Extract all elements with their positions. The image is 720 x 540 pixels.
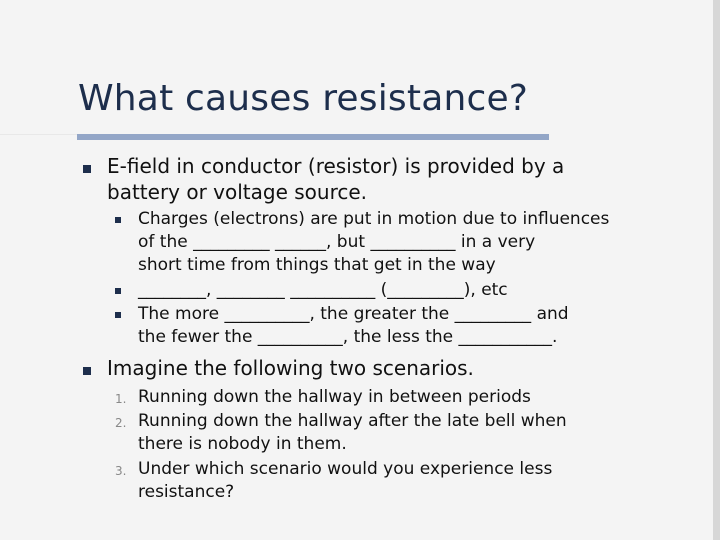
numbered-marker: 2. xyxy=(115,416,127,430)
bullet-square-icon xyxy=(83,367,91,375)
title-underline xyxy=(77,134,549,140)
sub-bullet-3-line-2: the fewer the __________, the less the ___________. xyxy=(138,327,558,347)
sub-bullet-1-text xyxy=(138,208,609,277)
sub-bullet-1-line-2: of the _________ ______, but __________ in a very xyxy=(138,232,536,252)
numbered-2-line-1: Running down the hallway after the late bell when xyxy=(138,411,567,431)
numbered-2-line-2: there is nobody in them. xyxy=(138,434,347,454)
sub-bullet-1-line-3: short time from things that get in the way xyxy=(138,255,496,275)
numbered-marker: 3. xyxy=(115,464,127,478)
numbered-1-text xyxy=(138,386,531,409)
bullet-2-line-1: Imagine the following two scenarios. xyxy=(107,356,474,380)
bullet-1-text xyxy=(107,153,564,205)
bullet-square-icon xyxy=(83,165,91,173)
sub-bullet-square-icon xyxy=(115,288,121,294)
right-edge-band xyxy=(713,0,720,540)
sub-bullet-3-line-1: The more __________, the greater the _________ and xyxy=(138,304,569,324)
numbered-3-text xyxy=(138,458,552,504)
bullet-1-line-2: battery or voltage source. xyxy=(107,180,368,204)
numbered-1-line-1: Running down the hallway in between periods xyxy=(138,387,531,407)
bullet-2-text xyxy=(107,355,474,381)
numbered-3-line-1: Under which scenario would you experience less xyxy=(138,459,553,479)
numbered-marker: 1. xyxy=(115,392,127,406)
bullet-1-line-1: E-field in conductor (resistor) is provided by a xyxy=(107,154,565,178)
numbered-2-text xyxy=(138,410,567,456)
sub-bullet-2-line-1: ________, ________ __________ (_________), etc xyxy=(138,280,508,300)
sub-bullet-3-text xyxy=(138,303,569,349)
title-rule-left xyxy=(0,134,77,135)
sub-bullet-1-line-1: Charges (electrons) are put in motion due to influences xyxy=(138,209,610,229)
slide-title: What causes resistance? xyxy=(78,78,529,119)
numbered-3-line-2: resistance? xyxy=(138,482,235,502)
sub-bullet-square-icon xyxy=(115,312,121,318)
sub-bullet-2-text xyxy=(138,279,508,302)
sub-bullet-square-icon xyxy=(115,217,121,223)
